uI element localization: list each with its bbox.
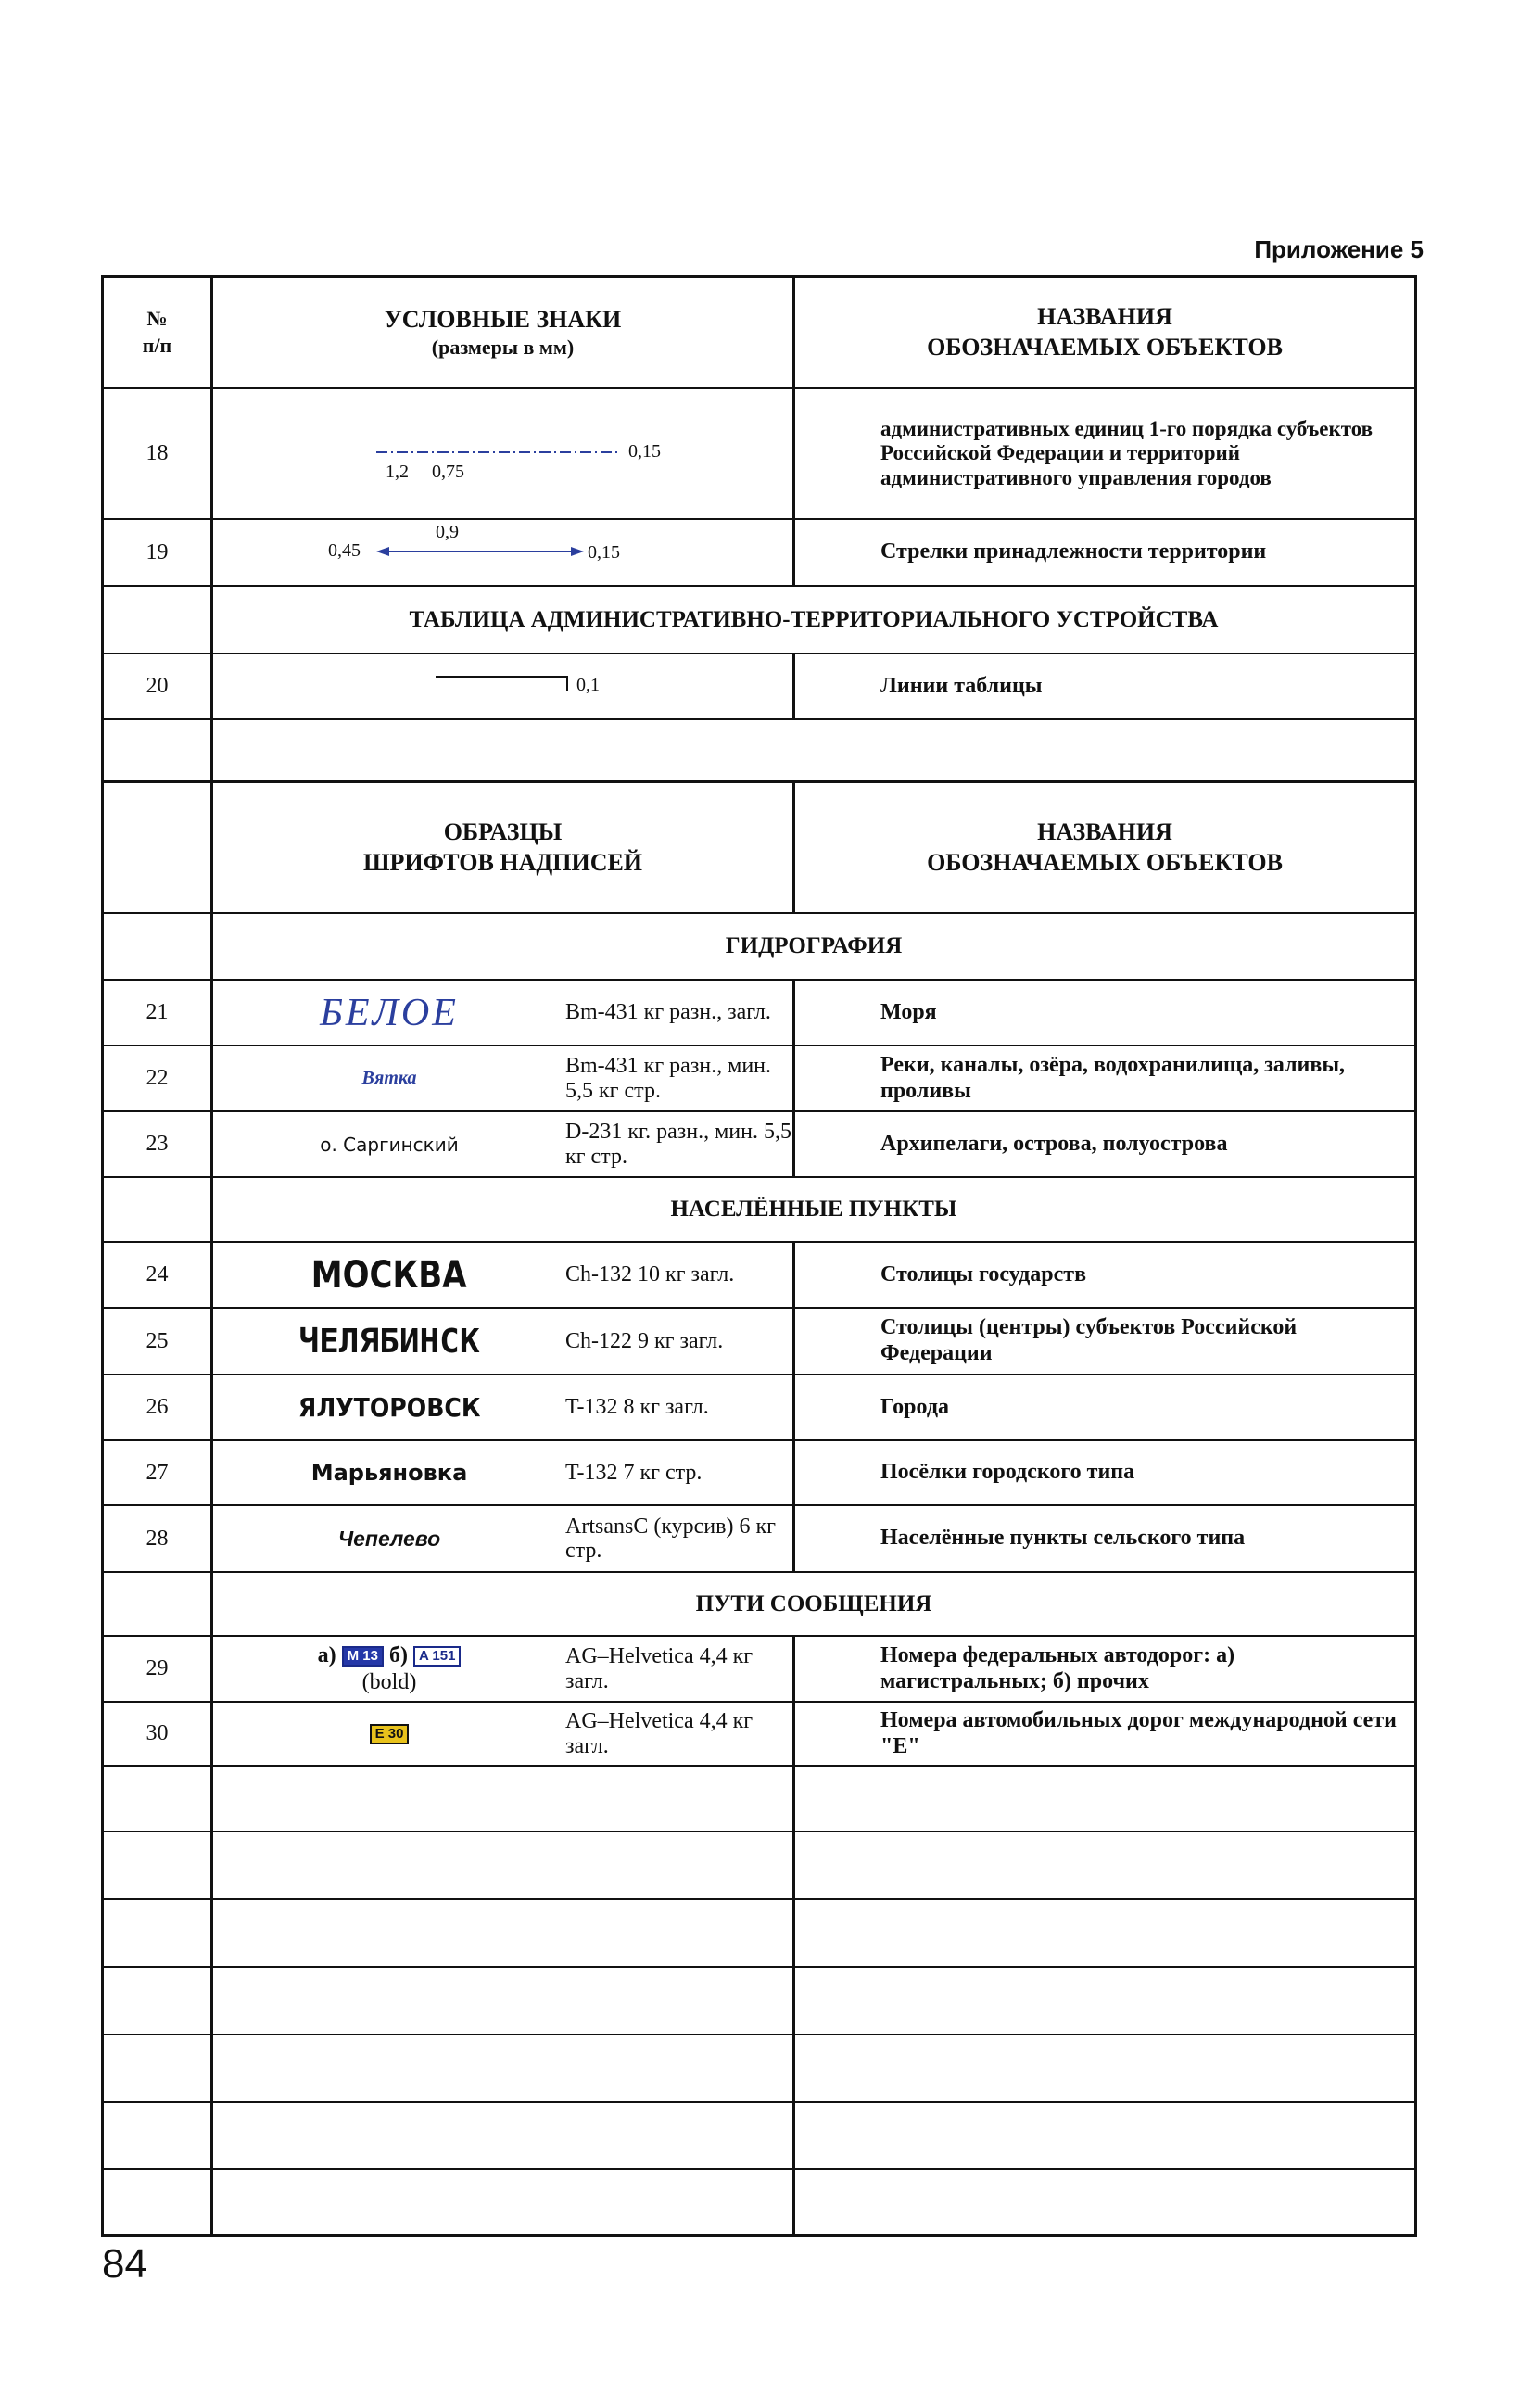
section-title-admin: ТАБЛИЦА АДМИНИСТРАТИВНО-ТЕРРИТОРИАЛЬНОГО УСТРОЙСТВА [409, 606, 1219, 632]
empty-row [104, 1832, 1414, 1900]
section-row [104, 914, 1414, 981]
section-title-hydro: ГИДРОГРАФИЯ [725, 933, 903, 958]
empty-row [104, 2103, 1414, 2170]
row-num: 27 [104, 1441, 213, 1504]
empty-row [104, 1767, 1414, 1832]
row-num: 30 [104, 1703, 213, 1765]
empty-row [104, 1968, 1414, 2035]
empty-row [104, 2170, 1414, 2234]
table-row [104, 1309, 1414, 1375]
row-num: 19 [104, 520, 213, 585]
row-desc: Столицы государств [880, 1261, 1087, 1286]
row-desc: Столицы (центры) субъектов Российской Федерации [880, 1315, 1298, 1365]
font-spec: D-231 кг. разн., мин. 5,5 кг стр. [565, 1112, 795, 1176]
font-spec: ArtsansC (курсив) 6 кг стр. [565, 1506, 795, 1571]
federal-road-shield-icon: M 13 [342, 1646, 384, 1667]
row-num: 22 [104, 1046, 213, 1110]
row-desc: Города [880, 1394, 949, 1419]
row-num: 25 [104, 1309, 213, 1374]
section-row [104, 1573, 1414, 1637]
header-names: НАЗВАНИЯ ОБОЗНАЧАЕМЫХ ОБЪЕКТОВ [927, 303, 1283, 361]
e-road-shield-icon: E 30 [370, 1724, 410, 1744]
table-row [104, 1375, 1414, 1441]
font-sample: БЕЛОЕ [320, 991, 459, 1034]
row-desc: Номера автомобильных дорог международной сети "E" [880, 1707, 1397, 1758]
row-num: 21 [104, 981, 213, 1045]
font-spec: AG–Helvetica 4,4 кг загл. [565, 1637, 795, 1701]
empty-row [104, 720, 1414, 783]
table-row [104, 654, 1414, 720]
header-font-samples: ОБРАЗЦЫ ШРИФТОВ НАДПИСЕЙ [213, 783, 795, 912]
header-num: № п/п [104, 278, 213, 387]
section-row [104, 1178, 1414, 1243]
header-names-2: НАЗВАНИЯ ОБОЗНАЧАЕМЫХ ОБЪЕКТОВ [927, 818, 1283, 876]
row-desc: Моря [880, 999, 937, 1024]
table-row [104, 1243, 1414, 1309]
page-number: 84 [102, 2241, 147, 2287]
row-num: 29 [104, 1637, 213, 1701]
font-sample: Чепелево [337, 1526, 441, 1551]
table-row [104, 1506, 1414, 1573]
font-spec: Bm-431 кг разн., мин. 5,5 кг стр. [565, 1046, 795, 1110]
section-title-settlements: НАСЕЛЁННЫЕ ПУНКТЫ [670, 1197, 957, 1222]
font-spec: T-132 7 кг стр. [565, 1441, 795, 1504]
row-desc: Населённые пункты сельского типа [880, 1526, 1246, 1551]
table-row [104, 1703, 1414, 1767]
legend-table [101, 275, 1417, 2237]
font-spec: Ch-132 10 кг загл. [565, 1243, 795, 1307]
row-num: 18 [104, 389, 213, 518]
table-line-symbol: 0,1 [213, 654, 795, 718]
boundary-line-symbol: 1,2 0,75 0,15 [213, 389, 795, 518]
section-row [104, 587, 1414, 654]
font-header-row [104, 783, 1414, 914]
row-num: 28 [104, 1506, 213, 1571]
table-row [104, 1441, 1414, 1506]
font-sample: о. Саргинский [320, 1133, 459, 1156]
row-desc: Стрелки принадлежности территории [880, 539, 1267, 564]
font-spec: T-132 8 кг загл. [565, 1375, 795, 1439]
empty-row [104, 2035, 1414, 2103]
font-sample: ЯЛУТОРОВСК [298, 1392, 481, 1423]
row-desc: административных единиц 1-го порядка субъектов Российской Федерации и территорий административного управления городов [880, 416, 1374, 489]
affiliation-arrow-symbol: 0,9 0,45 0,15 [213, 520, 795, 585]
font-sample: Вятка [361, 1068, 417, 1088]
row-desc: Номера федеральных автодорог: а) магистральных; б) прочих [880, 1642, 1235, 1693]
row-num: 20 [104, 654, 213, 718]
font-sample: ЧЕЛЯБИНСК [298, 1322, 480, 1361]
font-spec: Ch-122 9 кг загл. [565, 1309, 795, 1374]
table-row [104, 981, 1414, 1046]
regional-road-shield-icon: A 151 [413, 1646, 461, 1667]
font-spec: AG–Helvetica 4,4 кг загл. [565, 1703, 795, 1765]
font-spec: Bm-431 кг разн., загл. [565, 981, 795, 1045]
table-row [104, 520, 1414, 587]
font-sample: МОСКВА [311, 1253, 467, 1297]
appendix-title: Приложение 5 [1254, 235, 1424, 263]
row-desc: Посёлки городского типа [880, 1460, 1135, 1485]
table-header-row [104, 278, 1414, 389]
font-sample: Марьяновка [310, 1460, 468, 1486]
table-row [104, 1112, 1414, 1178]
table-row: 29 а) M 13 б) A 151 (bold) AG–Helvetica 4,4 кг загл. Номера федеральных автодорог: а) магистральных; б) прочих [104, 1637, 1414, 1703]
empty-row [104, 1900, 1414, 1968]
row-num: 23 [104, 1112, 213, 1176]
row-desc: Архипелаги, острова, полуострова [880, 1131, 1228, 1156]
header-signs: УСЛОВНЫЕ ЗНАКИ (размеры в мм) [213, 278, 795, 387]
section-title-roads: ПУТИ СООБЩЕНИЯ [695, 1591, 932, 1616]
row-desc: Линии таблицы [880, 673, 1043, 698]
table-row [104, 1046, 1414, 1112]
row-desc: Реки, каналы, озёра, водохранилища, заливы, проливы [880, 1052, 1346, 1103]
row-num: 24 [104, 1243, 213, 1307]
row-num: 26 [104, 1375, 213, 1439]
table-row [104, 389, 1414, 520]
